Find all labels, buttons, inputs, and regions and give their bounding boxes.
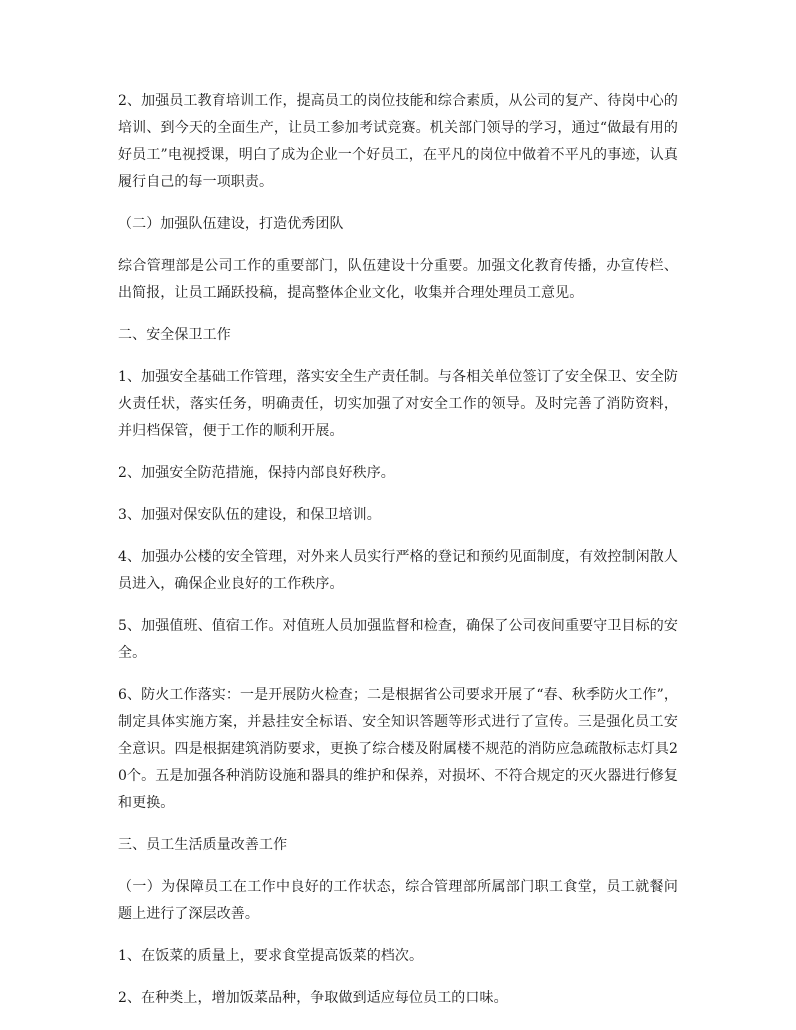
- heading-security-work: 二、安全保卫工作: [118, 327, 231, 343]
- paragraph-training: 2、加强员工教育培训工作，提高员工的岗位技能和综合素质，从公司的复产、待岗中心的培训、到今天的全面生产，让员工参加考试竞赛。机关部门领导的学习，通过“做最有用的好员工”电视授课，明白了成为企业一个好员工，在平凡的岗位中做着不平凡的事迹，认真履行自己的每一项职责。: [118, 93, 678, 190]
- paragraph-security-2: 2、加强安全防范措施，保持内部良好秩序。: [118, 465, 395, 481]
- paragraph-food-quality: 1、在饭菜的质量上，要求食堂提高饭菜的档次。: [118, 948, 424, 964]
- paragraph-food-variety: 2、在种类上，增加饭菜品种，争取做到适应每位员工的口味。: [118, 990, 508, 1006]
- paragraph-security-4: 4、加强办公楼的安全管理，对外来人员实行严格的登记和预约见面制度，有效控制闲散人员进入，确保企业良好的工作秩序。: [118, 549, 678, 592]
- subheading-team-building: （二）加强队伍建设，打造优秀团队: [118, 216, 344, 232]
- paragraph-security-5: 5、加强值班、值宿工作。对值班人员加强监督和检查，确保了公司夜间重要守卫目标的安全。: [118, 618, 678, 661]
- heading-life-quality: 三、员工生活质量改善工作: [118, 837, 288, 853]
- paragraph-security-3: 3、加强对保安队伍的建设，和保卫培训。: [118, 507, 381, 523]
- paragraph-canteen: （一）为保障员工在工作中良好的工作状态，综合管理部所属部门职工食堂，员工就餐问题上进行了深层改善。: [118, 879, 678, 922]
- document-page: [118, 88, 678, 1027]
- paragraph-team-building: 综合管理部是公司工作的重要部门，队伍建设十分重要。加强文化教育传播，办宣传栏、出简报，让员工踊跃投稿，提高整体企业文化，收集并合理处理员工意见。: [118, 258, 678, 301]
- paragraph-security-6: 6、防火工作落实：一是开展防火检查；二是根据省公司要求开展了“春、秋季防火工作”，制定具体实施方案，并悬挂安全标语、安全知识答题等形式进行了宣传。三是强化员工安全意识。四是根据建筑消防要求，更换了综合楼及附属楼不规范的消防应急疏散标志灯具20个。五是加强各种消防设施和器具的维护和保养，对损坏、不符合规定的灭火器进行修复和更换。: [118, 687, 678, 811]
- paragraph-security-1: 1、加强安全基础工作管理，落实安全生产责任制。与各相关单位签订了安全保卫、安全防火责任状，落实任务，明确责任，切实加强了对安全工作的领导。及时完善了消防资料，并归档保管，便于工作的顺利开展。: [118, 369, 678, 439]
